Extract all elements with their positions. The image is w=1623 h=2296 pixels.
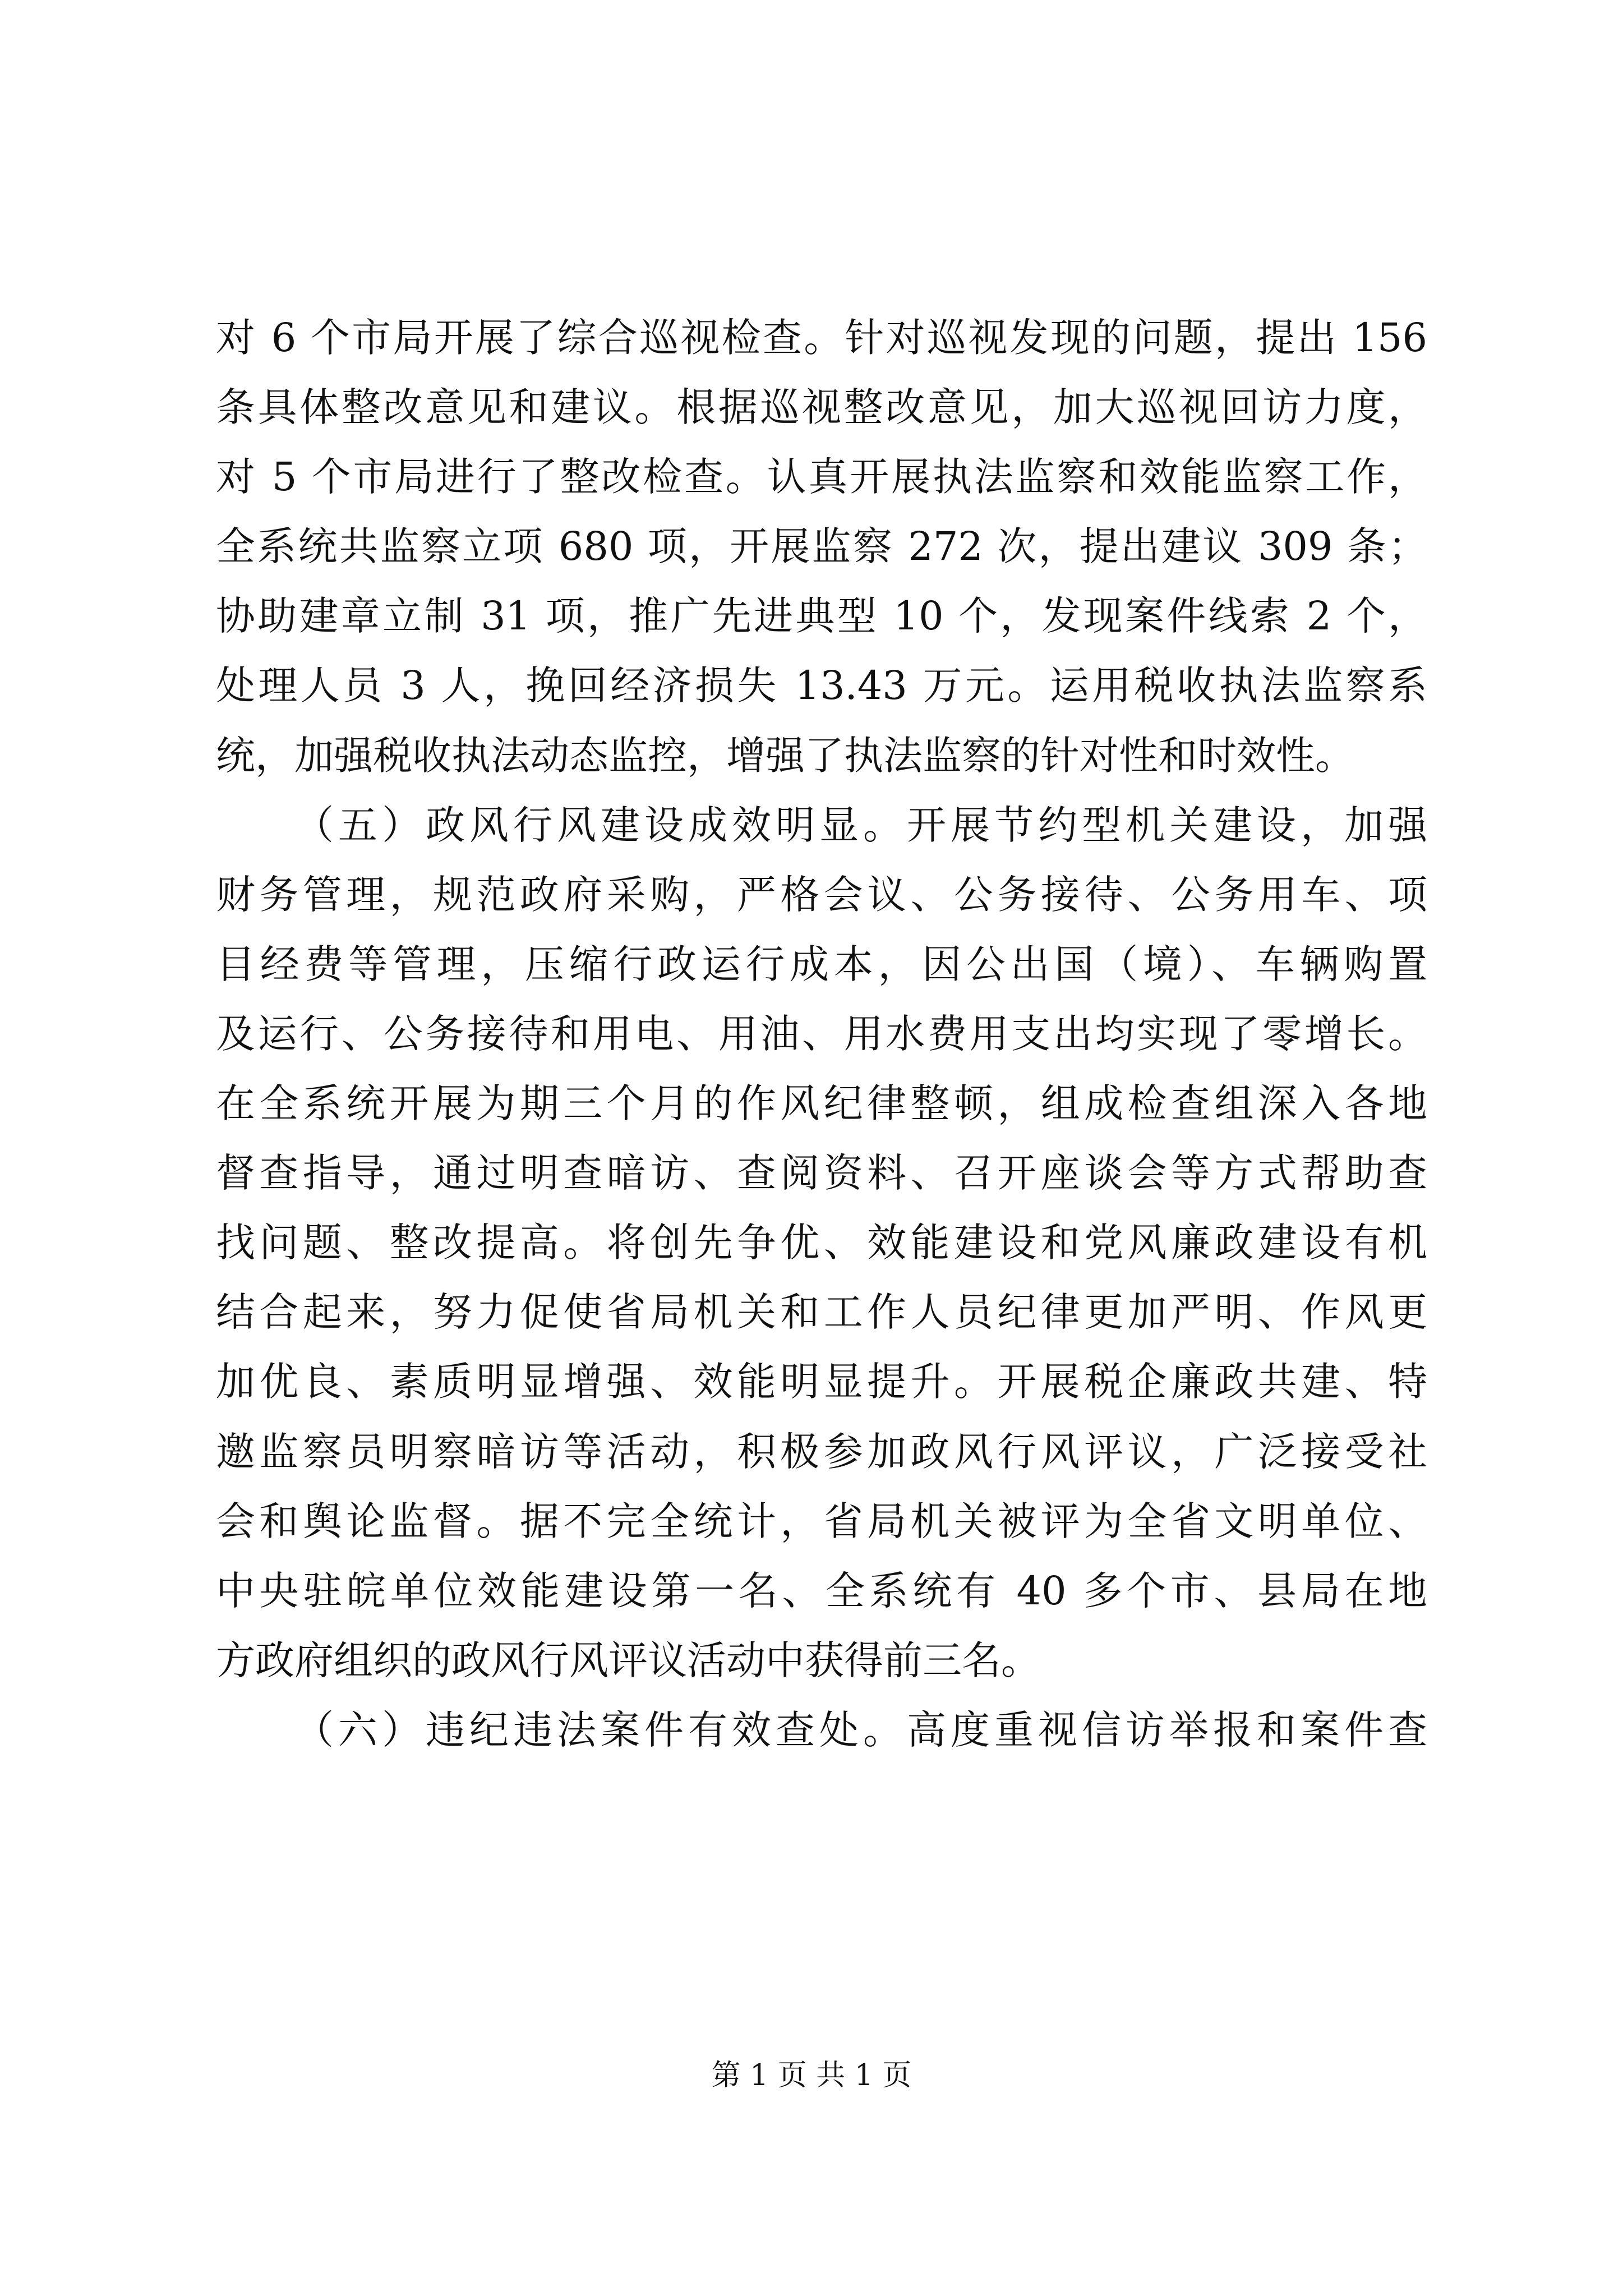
text-line: 邀监察员明察暗访等活动，积极参加政风行风评议，广泛接受社 <box>216 1428 1427 1475</box>
text-line: 协助建章立制 31 项，推广先进典型 10 个，发现案件线索 2 个， <box>216 593 1427 639</box>
text-line: 目经费等管理，压缩行政运行成本，因公出国（境）、车辆购置 <box>216 941 1427 987</box>
text-line: 方政府组织的政风行风评议活动中获得前三名。 <box>216 1637 1040 1683</box>
text-line: 督查指导，通过明查暗访、查阅资料、召开座谈会等方式帮助查 <box>216 1150 1427 1197</box>
text-line: 找问题、整改提高。将创先争优、效能建设和党风廉政建设有机 <box>216 1220 1427 1266</box>
page-footer <box>0 2053 1623 2098</box>
text-line: 对 6 个市局开展了综合巡视检查。针对巡视发现的问题，提出 156 <box>216 315 1427 361</box>
paragraph-heading-line: （六）违纪违法案件有效查处。高度重视信访举报和案件查 <box>294 1706 1427 1753</box>
text-line: 条具体整改意见和建议。根据巡视整改意见，加大巡视回访力度， <box>216 384 1427 431</box>
text-line: 全系统共监察立项 680 项，开展监察 272 次，提出建议 309 条； <box>216 523 1427 570</box>
text-line: 在全系统开展为期三个月的作风纪律整顿，组成检查组深入各地 <box>216 1080 1427 1127</box>
paragraph-heading-line: （五）政风行风建设成效明显。开展节约型机关建设，加强 <box>294 802 1427 848</box>
text-line: 统，加强税收执法动态监控，增强了执法监察的针对性和时效性。 <box>216 732 1354 779</box>
text-line: 财务管理，规范政府采购，严格会议、公务接待、公务用车、项 <box>216 871 1427 918</box>
text-line: 加优良、素质明显增强、效能明显提升。开展税企廉政共建、特 <box>216 1359 1427 1405</box>
text-line: 处理人员 3 人，挽回经济损失 13.43 万元。运用税收执法监察系 <box>216 662 1427 709</box>
text-line: 会和舆论监督。据不完全统计，省局机关被评为全省文明单位、 <box>216 1498 1427 1544</box>
page-number-label: 第 1 页 共 1 页 <box>711 2059 912 2092</box>
text-line: 对 5 个市局进行了整改检查。认真开展执法监察和效能监察工作， <box>216 454 1427 500</box>
text-line: 结合起来，努力促使省局机关和工作人员纪律更加严明、作风更 <box>216 1289 1427 1336</box>
text-line: 中央驻皖单位效能建设第一名、全系统有 40 多个市、县局在地 <box>216 1567 1427 1614</box>
document-body <box>216 303 1427 1765</box>
text-line: 及运行、公务接待和用电、用油、用水费用支出均实现了零增长。 <box>216 1010 1427 1057</box>
